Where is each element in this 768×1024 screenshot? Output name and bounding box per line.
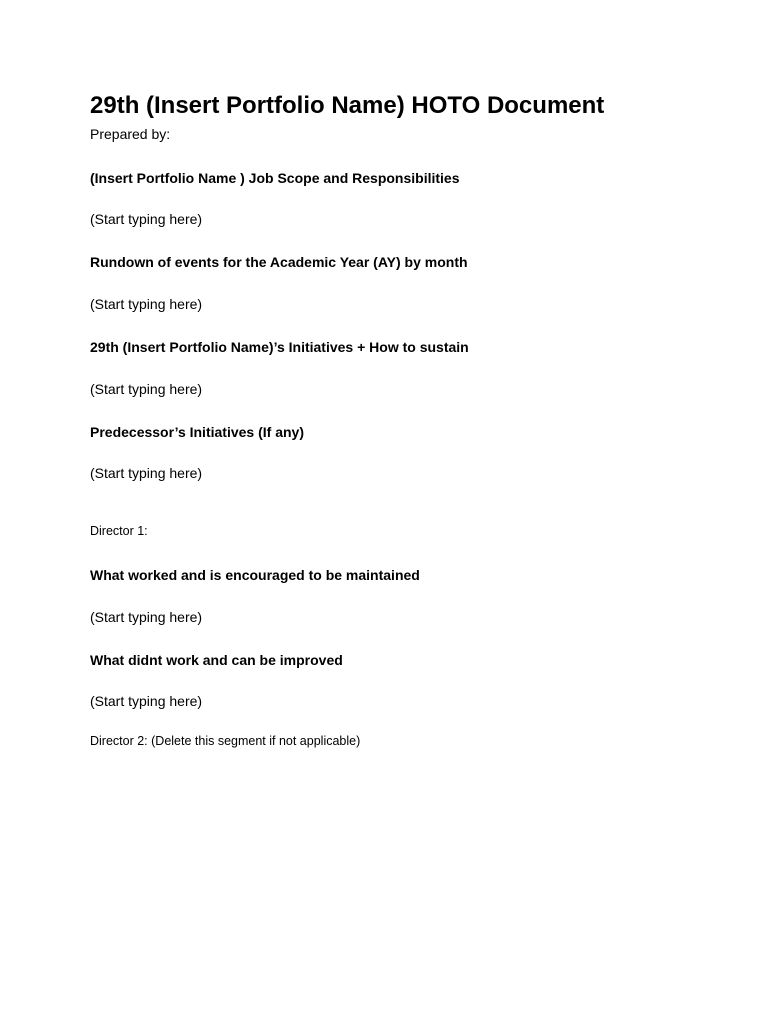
- section-body-job-scope: (Start typing here): [90, 211, 203, 227]
- document-title: 29th (Insert Portfolio Name) HOTO Document: [90, 92, 605, 119]
- section-body-what-didnt-work: (Start typing here): [90, 693, 203, 709]
- prepared-by-label: Prepared by:: [90, 126, 171, 142]
- section-body-rundown: (Start typing here): [90, 296, 203, 312]
- section-heading-what-worked: What worked and is encouraged to be maintained: [90, 567, 420, 583]
- section-heading-rundown: Rundown of events for the Academic Year (AY) by month: [90, 254, 468, 270]
- section-body-predecessor: (Start typing here): [90, 465, 203, 481]
- section-heading-what-didnt-work: What didnt work and can be improved: [90, 652, 343, 668]
- section-heading-initiatives: 29th (Insert Portfolio Name)’s Initiatives + How to sustain: [90, 339, 469, 355]
- section-body-initiatives: (Start typing here): [90, 381, 203, 397]
- director-2-label: Director 2: (Delete this segment if not applicable): [90, 734, 361, 748]
- section-heading-predecessor: Predecessor’s Initiatives (If any): [90, 424, 304, 440]
- section-body-what-worked: (Start typing here): [90, 609, 203, 625]
- section-heading-job-scope: (Insert Portfolio Name ) Job Scope and Responsibilities: [90, 170, 460, 186]
- director-1-label: Director 1:: [90, 524, 148, 538]
